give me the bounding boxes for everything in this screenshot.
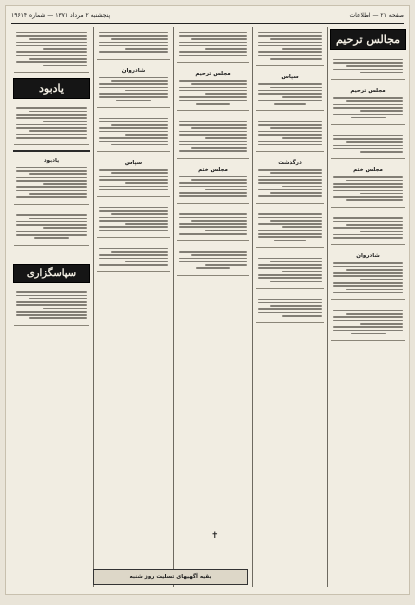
notice (331, 54, 405, 80)
notice (256, 294, 324, 323)
column-5 (11, 27, 92, 587)
notice (97, 65, 170, 108)
notice (177, 27, 249, 63)
continuation-note: بقیه آگهیهای تسلیت روز شنبه (93, 569, 248, 585)
notice (14, 210, 89, 246)
date-line: پنجشنبه ۲ مرداد ۱۳۷۱ — شماره ۱۹۶۱۴ (11, 12, 111, 19)
notice (97, 202, 170, 238)
notice (331, 213, 405, 246)
notice (14, 27, 89, 73)
notice (97, 157, 170, 197)
notice (177, 116, 249, 159)
masthead (11, 9, 404, 24)
notice-heading: درگذشت (278, 160, 302, 167)
notice (256, 116, 324, 152)
notice-heading: شادروان (121, 67, 146, 74)
notice (14, 103, 89, 146)
notice (97, 113, 170, 152)
notice (14, 155, 89, 205)
notice (177, 68, 249, 111)
obituaries-banner: مجالس ترحیم (330, 29, 406, 50)
cross-icon: ✝ (211, 531, 219, 541)
notice-heading: مجلس ترحیم (350, 88, 386, 95)
column-4 (93, 27, 173, 587)
column-3 (173, 27, 252, 587)
notice (331, 85, 405, 125)
notice (331, 130, 405, 159)
newspaper-page (5, 5, 410, 595)
notice-heading: مجلس ختم (198, 166, 228, 173)
notice-heading: سپاس (281, 74, 299, 81)
notice-heading: مجلس ترحیم (195, 70, 231, 77)
notice-heading: شادروان (356, 253, 380, 260)
notice (14, 287, 89, 326)
notice (331, 164, 405, 207)
divider (13, 150, 90, 152)
notice-heading: سپاس (124, 160, 143, 167)
notice (256, 157, 324, 204)
page-label: صفحه ۲۱ — اطلاعات (349, 12, 404, 19)
notice-heading: مجلس ختم (353, 167, 383, 174)
thanks-banner: سپاسگزاری (13, 264, 90, 283)
notice (331, 305, 405, 341)
notice (97, 27, 170, 60)
column-2 (252, 27, 327, 587)
notice (256, 71, 324, 111)
notice (177, 209, 249, 242)
notice-heading: یادبود (43, 157, 60, 164)
notice (256, 209, 324, 248)
memorial-banner: یادبود (13, 78, 90, 99)
notice (177, 164, 249, 204)
notice (97, 243, 170, 272)
notice (256, 253, 324, 289)
column-1 (327, 27, 408, 587)
notice (256, 27, 324, 66)
notice (177, 246, 249, 275)
notice (331, 250, 405, 300)
